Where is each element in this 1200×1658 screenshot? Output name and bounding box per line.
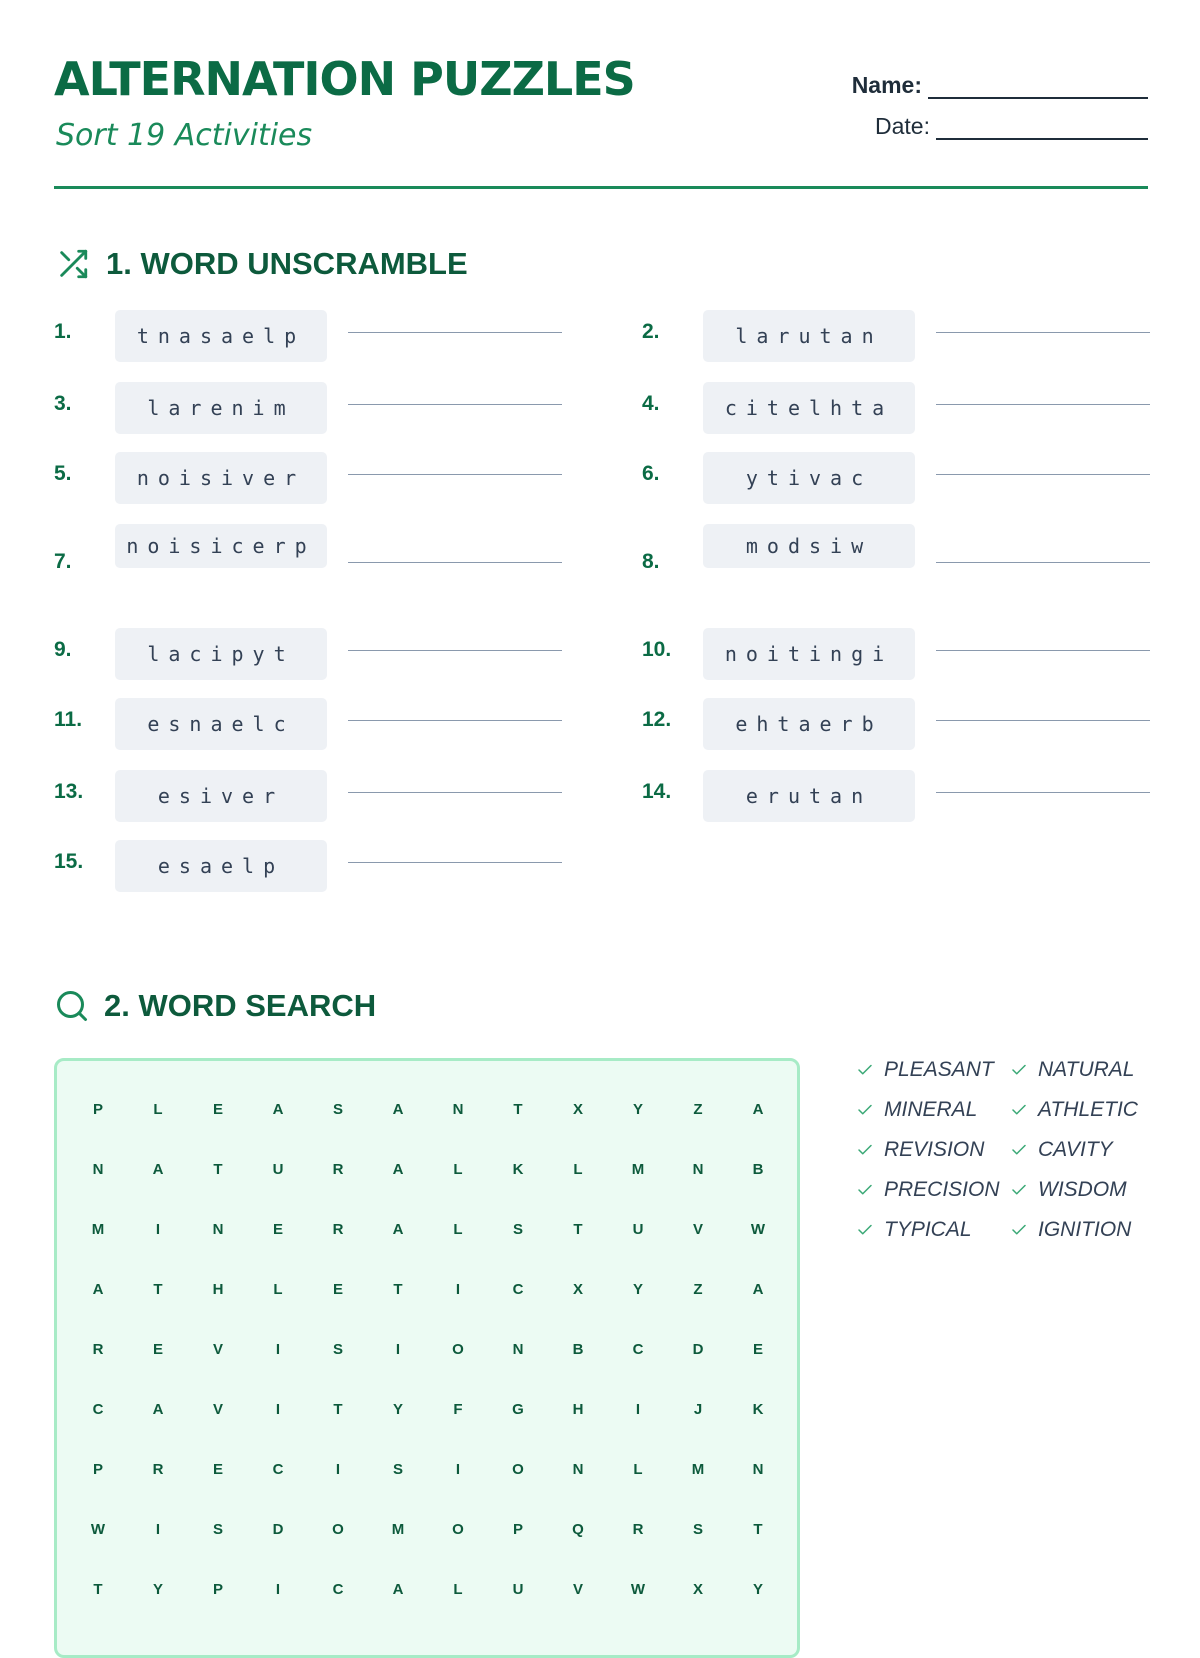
name-blank[interactable] [928,75,1148,99]
grid-cell[interactable]: E [272,1221,283,1238]
grid-cell[interactable]: C [92,1401,104,1418]
grid-cell[interactable]: L [453,1581,463,1598]
grid-cell[interactable]: O [332,1521,344,1538]
grid-cell[interactable]: Q [572,1521,584,1538]
grid-cell[interactable]: M [91,1221,105,1238]
answer-line[interactable] [348,474,562,475]
item-number: 10. [642,638,672,661]
grid-cell[interactable]: T [333,1401,343,1418]
answer-line[interactable] [936,792,1150,793]
check-icon [1010,1061,1028,1079]
grid-cell[interactable]: Y [152,1581,163,1598]
grid-cell[interactable]: A [392,1161,404,1178]
grid-cell[interactable]: A [92,1281,104,1298]
date-label: Date: [875,113,930,139]
grid-cell[interactable]: T [513,1101,523,1118]
grid-cell[interactable]: S [692,1521,703,1538]
grid-cell[interactable]: P [212,1581,223,1598]
header-divider [54,186,1148,189]
word-list-word: ATHLETIC [1038,1098,1138,1121]
grid-cell[interactable]: I [275,1341,281,1358]
grid-cell[interactable]: P [92,1101,103,1118]
grid-cell[interactable]: L [273,1281,283,1298]
grid-cell[interactable]: S [392,1461,403,1478]
grid-cell[interactable]: I [395,1341,401,1358]
grid-cell[interactable]: K [512,1161,524,1178]
grid-cell[interactable]: L [633,1461,643,1478]
item-number: 12. [642,708,672,731]
grid-cell[interactable]: S [332,1101,343,1118]
scrambled-word: lacipyt [115,628,327,680]
grid-cell[interactable]: A [152,1401,164,1418]
check-icon [856,1221,874,1239]
grid-cell[interactable]: A [392,1221,404,1238]
grid-cell[interactable]: A [152,1161,164,1178]
scrambled-word: citelhta [703,382,915,434]
grid-cell[interactable]: T [93,1581,103,1598]
scrambled-word: erutan [703,770,915,822]
word-list-item [1010,1098,1138,1122]
grid-cell[interactable]: U [272,1161,284,1178]
grid-cell[interactable]: V [692,1221,703,1238]
word-list-word: REVISION [884,1138,985,1161]
grid-cell[interactable]: U [632,1221,644,1238]
check-icon [1010,1181,1028,1199]
word-list-item [856,1178,1000,1202]
grid-cell[interactable]: N [92,1161,104,1178]
grid-cell[interactable]: M [691,1461,705,1478]
grid-cell[interactable]: P [512,1521,523,1538]
grid-cell[interactable]: I [155,1521,161,1538]
search-icon [54,988,90,1024]
answer-line[interactable] [348,404,562,405]
item-number: 6. [642,462,660,485]
item-number: 7. [54,550,72,573]
grid-cell[interactable]: E [332,1281,343,1298]
grid-cell[interactable]: A [392,1581,404,1598]
grid-cell[interactable]: A [752,1281,764,1298]
scrambled-word: esnaelc [115,698,327,750]
item-number: 4. [642,392,660,415]
grid-cell[interactable]: R [332,1161,344,1178]
section-title: 2. WORD SEARCH [104,988,377,1023]
word-list-item [1010,1218,1131,1242]
grid-cell[interactable]: S [332,1341,343,1358]
scrambled-word: esiver [115,770,327,822]
grid-cell[interactable]: N [752,1461,764,1478]
grid-cell[interactable]: I [155,1221,161,1238]
grid-cell[interactable]: V [572,1581,583,1598]
grid-cell[interactable]: T [213,1161,223,1178]
grid-cell[interactable]: S [212,1521,223,1538]
grid-cell[interactable]: L [573,1161,583,1178]
item-number: 14. [642,780,672,803]
grid-cell[interactable]: J [693,1401,703,1418]
word-search-grid [54,1058,800,1658]
grid-cell[interactable]: G [512,1401,524,1418]
item-number: 2. [642,320,660,343]
answer-line[interactable] [936,474,1150,475]
name-field[interactable] [852,72,1148,99]
grid-cell[interactable]: L [453,1221,463,1238]
item-number: 9. [54,638,72,661]
word-list-word: TYPICAL [884,1218,972,1241]
grid-cell[interactable]: V [212,1341,223,1358]
grid-cell[interactable]: M [391,1521,405,1538]
answer-line[interactable] [348,650,562,651]
answer-line[interactable] [348,332,562,333]
name-label: Name: [851,72,922,98]
grid-cell[interactable]: C [272,1461,284,1478]
grid-cell[interactable]: L [453,1161,463,1178]
grid-cell[interactable]: O [452,1521,464,1538]
word-list-item [1010,1058,1134,1082]
item-number: 8. [642,550,660,573]
check-icon [856,1181,874,1199]
answer-line[interactable] [348,720,562,721]
date-field[interactable] [875,113,1148,140]
page-title: ALTERNATION PUZZLES [54,52,635,106]
section-heading-unscramble [54,246,468,282]
grid-cell[interactable]: D [272,1521,284,1538]
page-subtitle: Sort 19 Activities [56,118,313,153]
grid-cell[interactable]: I [275,1581,281,1598]
scrambled-word: larutan [703,310,915,362]
grid-cell[interactable]: B [572,1341,584,1358]
grid-cell[interactable]: W [90,1521,106,1538]
word-list-word: WISDOM [1038,1178,1127,1201]
grid-cell[interactable]: I [455,1281,461,1298]
item-number: 1. [54,320,72,343]
answer-line[interactable] [936,332,1150,333]
grid-cell[interactable]: I [335,1461,341,1478]
grid-cell[interactable]: S [512,1221,523,1238]
grid-cell[interactable]: A [392,1101,404,1118]
grid-cell[interactable]: O [512,1461,524,1478]
grid-cell[interactable]: M [631,1161,645,1178]
check-icon [1010,1141,1028,1159]
word-list-item [856,1218,972,1242]
scrambled-word: esaelp [115,840,327,892]
word-list-word: CAVITY [1038,1138,1113,1161]
item-number: 15. [54,850,84,873]
check-icon [1010,1101,1028,1119]
grid-cell[interactable]: F [453,1401,463,1418]
word-list-word: PLEASANT [884,1058,994,1081]
scrambled-word: modsiw [703,524,915,568]
grid-cell[interactable]: L [153,1101,163,1118]
grid-cell[interactable]: P [92,1461,103,1478]
grid-cell[interactable]: N [692,1161,704,1178]
grid-cell[interactable]: W [630,1581,646,1598]
grid-cell[interactable]: C [512,1281,524,1298]
answer-line[interactable] [348,562,562,563]
answer-line[interactable] [348,792,562,793]
word-list-word: NATURAL [1038,1058,1135,1081]
answer-line[interactable] [936,720,1150,721]
section-heading-word-search [54,988,376,1024]
item-number: 11. [54,708,83,731]
grid-cell[interactable]: N [572,1461,584,1478]
scrambled-word: ehtaerb [703,698,915,750]
check-icon [856,1141,874,1159]
scrambled-word: noitingi [703,628,915,680]
date-blank[interactable] [936,116,1148,140]
grid-cell[interactable]: C [632,1341,644,1358]
word-list-word: IGNITION [1038,1218,1132,1241]
grid-cell[interactable]: Y [632,1101,643,1118]
grid-cell[interactable]: K [752,1401,764,1418]
word-list-item [856,1058,994,1082]
grid-cell[interactable]: A [752,1101,764,1118]
scrambled-word: noisicerp [115,524,327,568]
grid-cell[interactable]: R [632,1521,644,1538]
scrambled-word: larenim [115,382,327,434]
word-list-item [856,1138,984,1162]
word-list-item [1010,1138,1113,1162]
grid-cell[interactable]: I [455,1461,461,1478]
section-title: 1. WORD UNSCRAMBLE [106,246,468,281]
word-list-item [1010,1178,1127,1202]
grid-cell[interactable]: H [212,1281,224,1298]
grid-cell[interactable]: R [92,1341,104,1358]
grid-cell[interactable]: V [212,1401,223,1418]
answer-line[interactable] [936,650,1150,651]
grid-cell[interactable]: N [212,1221,224,1238]
scrambled-word: noisiver [115,452,327,504]
check-icon [856,1061,874,1079]
scrambled-word: tnasaelp [115,310,327,362]
grid-cell[interactable]: C [332,1581,344,1598]
word-list-word: MINERAL [884,1098,978,1121]
answer-line[interactable] [348,862,562,863]
word-list-item [856,1098,977,1122]
grid-cell[interactable]: E [212,1461,223,1478]
grid-cell[interactable]: T [573,1221,583,1238]
grid-cell[interactable]: B [752,1161,764,1178]
grid-cell[interactable]: Z [693,1101,703,1118]
answer-line[interactable] [936,404,1150,405]
grid-cell[interactable]: I [275,1401,281,1418]
grid-cell[interactable]: Y [632,1281,643,1298]
item-number: 13. [54,780,84,803]
grid-cell[interactable]: E [752,1341,763,1358]
grid-cell[interactable]: I [635,1401,641,1418]
grid-cell[interactable]: T [753,1521,763,1538]
grid-cell[interactable]: R [152,1461,164,1478]
shuffle-icon [54,247,92,281]
grid-cell[interactable]: Z [693,1281,703,1298]
grid-cell[interactable]: N [452,1101,464,1118]
item-number: 5. [54,462,72,485]
grid-cell[interactable]: U [512,1581,524,1598]
grid-cell[interactable]: T [393,1281,403,1298]
grid-cell[interactable]: X [572,1281,583,1298]
grid-cell[interactable]: T [153,1281,163,1298]
check-icon [1010,1221,1028,1239]
word-list-word: PRECISION [884,1178,1000,1201]
grid-cell[interactable]: Y [392,1401,403,1418]
grid-cell[interactable]: E [152,1341,163,1358]
check-icon [856,1101,874,1119]
scrambled-word: ytivac [703,452,915,504]
grid-cell[interactable]: D [692,1341,704,1358]
grid-cell[interactable]: X [692,1581,703,1598]
item-number: 3. [54,392,72,415]
answer-line[interactable] [936,562,1150,563]
grid-cell[interactable]: W [750,1221,766,1238]
grid-cell[interactable]: A [272,1101,284,1118]
grid-cell[interactable]: R [332,1221,344,1238]
grid-cell[interactable]: H [572,1401,584,1418]
grid-cell[interactable]: E [212,1101,223,1118]
grid-cell[interactable]: N [512,1341,524,1358]
grid-cell[interactable]: X [572,1101,583,1118]
grid-cell[interactable]: Y [752,1581,763,1598]
grid-cell[interactable]: O [452,1341,464,1358]
